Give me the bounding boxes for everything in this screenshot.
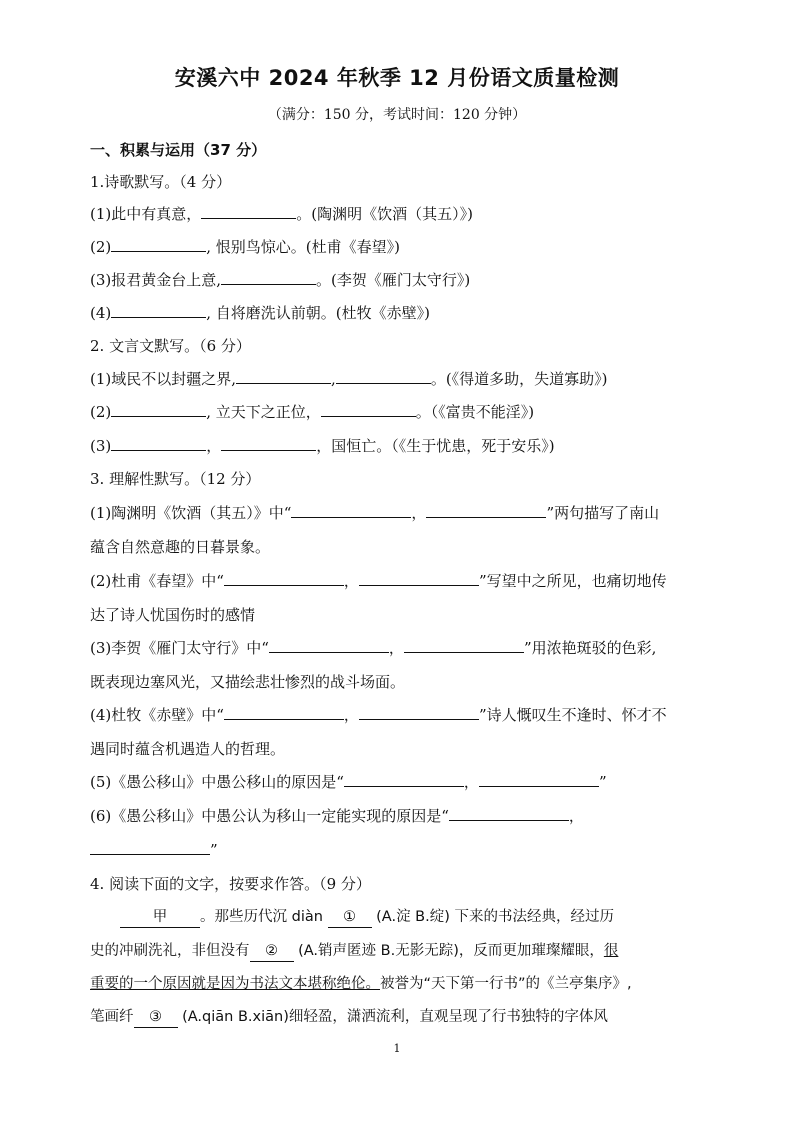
question-3-heading: 3. 理解性默写。（12 分） [90,470,261,488]
answer-blank[interactable] [404,638,524,653]
answer-blank[interactable] [336,369,431,384]
passage-line-2 [90,941,710,962]
item-text: (3)李贺《雁门太守行》中“ [90,639,269,657]
answer-blank[interactable] [224,705,344,720]
item-text: ， [568,807,584,825]
blank-2[interactable]: ② [250,941,294,962]
passage-line-4 [90,1007,710,1028]
item-text: (1)陶渊明《饮酒（其五）》中“ [90,504,292,522]
item-text: (4)杜牧《赤壁》中“ [90,706,224,724]
item-text: (1)域民不以封疆之界, [90,370,237,388]
item-text: (1)此中有真意， [90,205,202,223]
item-text: (4) [90,304,112,322]
answer-blank[interactable] [111,303,206,318]
answer-blank[interactable] [291,503,411,518]
answer-blank[interactable] [449,806,569,821]
item-text: ”写望中之所见，也痛切地传 [478,572,667,590]
answer-blank[interactable] [359,571,479,586]
q2-item-1 [90,369,710,389]
item-text: , [331,370,336,388]
answer-blank[interactable] [221,436,316,451]
item-text: ， [343,706,359,724]
underlined-sentence: 很 [603,943,619,959]
q2-item-2 [90,402,710,422]
q1-item-2 [90,237,710,257]
item-text: 。(《得道多助，失道寡助》) [430,370,608,388]
item-text: ” [598,773,607,791]
q1-item-3 [90,270,710,290]
q3-item-3-cont: 既表现边塞风光，又描绘悲壮惨烈的战斗场面。 [90,673,406,691]
passage-text: (A.qiān B.xiān)细轻盈，潇洒流利，直观呈现了行书独特的字体风 [177,1009,608,1025]
item-text: ，国恒亡。（《生于忧患，死于安乐》) [316,437,555,455]
q1-item-1 [90,204,710,224]
answer-blank[interactable] [221,270,316,285]
answer-blank[interactable] [236,369,331,384]
item-text: , 自将磨洗认前朝。(杜牧《赤壁》) [206,304,430,322]
item-text: (2) [90,403,112,421]
answer-blank[interactable] [426,503,546,518]
page-number: 1 [393,1042,401,1055]
item-text: ， [411,504,427,522]
passage-line-1 [120,907,740,928]
answer-blank[interactable] [344,772,464,787]
item-text: (3)报君黄金台上意, [90,271,222,289]
passage-text: (A.销声匿迹 B.无影无踪)，反而更加璀璨耀眼， [293,943,604,959]
item-text: ， [388,639,404,657]
question-4-heading: 4. 阅读下面的文字，按要求作答。（9 分） [90,875,371,893]
q3-item-2-cont: 达了诗人忧国伤时的感情 [90,606,256,624]
q3-item-3 [90,638,710,658]
page-title: 安溪六中 2024 年秋季 12 月份语文质量检测 [174,66,620,90]
q3-item-5 [90,772,710,792]
q2-item-3 [90,436,710,456]
q3-item-1 [90,503,710,523]
item-text: (6)《愚公移山》中愚公认为移山一定能实现的原因是“ [90,807,449,825]
q3-item-4-cont: 遇同时蕴含机遇造人的哲理。 [90,740,286,758]
page-subtitle: （满分：150 分，考试时间：120 分钟） [267,107,527,123]
passage-text: 笔画纤 [90,1009,134,1025]
item-text: , 立天下之正位， [206,403,321,421]
item-text: (5)《愚公移山》中愚公移山的原因是“ [90,773,344,791]
item-text: ， [463,773,479,791]
item-text: ， [206,437,222,455]
q3-item-2 [90,571,710,591]
q3-item-6 [90,806,710,826]
question-1-heading: 1.诗歌默写。（4 分） [90,173,232,191]
answer-blank[interactable] [269,638,389,653]
answer-blank[interactable] [479,772,599,787]
answer-blank[interactable] [201,204,296,219]
answer-blank[interactable] [224,571,344,586]
answer-blank[interactable] [111,237,206,252]
blank-1[interactable]: ① [328,907,372,928]
underlined-sentence: 重要的一个原因就是因为书法文本堪称绝伦。 [90,976,380,992]
item-text: (2) [90,238,112,256]
q3-item-6-cont [90,840,710,860]
item-text: 。(陶渊明《饮酒（其五）》) [296,205,473,223]
q1-item-4 [90,303,710,323]
passage-text: 史的冲刷洗礼，非但没有 [90,943,250,959]
answer-blank[interactable] [321,402,416,417]
question-2-heading: 2. 文言文默写。（6 分） [90,337,251,355]
item-text: (2)杜甫《春望》中“ [90,572,224,590]
item-text: 。(李贺《雁门太守行》) [316,271,471,289]
item-text: 。（《富贵不能淫》) [415,403,535,421]
item-text: , 恨别鸟惊心。(杜甫《春望》) [206,238,400,256]
blank-jia[interactable]: 甲 [120,907,200,928]
item-text: ”两句描写了南山 [546,504,660,522]
passage-text: (A.淀 B.绽) 下来的书法经典，经过历 [371,909,615,925]
section-heading: 一、积累与运用（37 分） [90,141,267,159]
q3-item-1-cont: 蕴含自然意趣的日暮景象。 [90,538,271,556]
item-text: ， [343,572,359,590]
item-text: (3) [90,437,112,455]
answer-blank[interactable] [111,402,206,417]
blank-3[interactable]: ③ [134,1007,178,1028]
item-text: ”诗人慨叹生不逢时、怀才不 [478,706,667,724]
passage-line-3 [90,974,710,994]
answer-blank[interactable] [90,840,210,855]
passage-text: 被誉为“天下第一行书”的《兰亭集序》, [380,976,632,992]
answer-blank[interactable] [359,705,479,720]
q3-item-4 [90,705,710,725]
item-text: ” [210,841,218,859]
passage-text: 。那些历代沉 diàn [200,909,328,925]
item-text: ”用浓艳斑驳的色彩, [523,639,657,657]
answer-blank[interactable] [111,436,206,451]
